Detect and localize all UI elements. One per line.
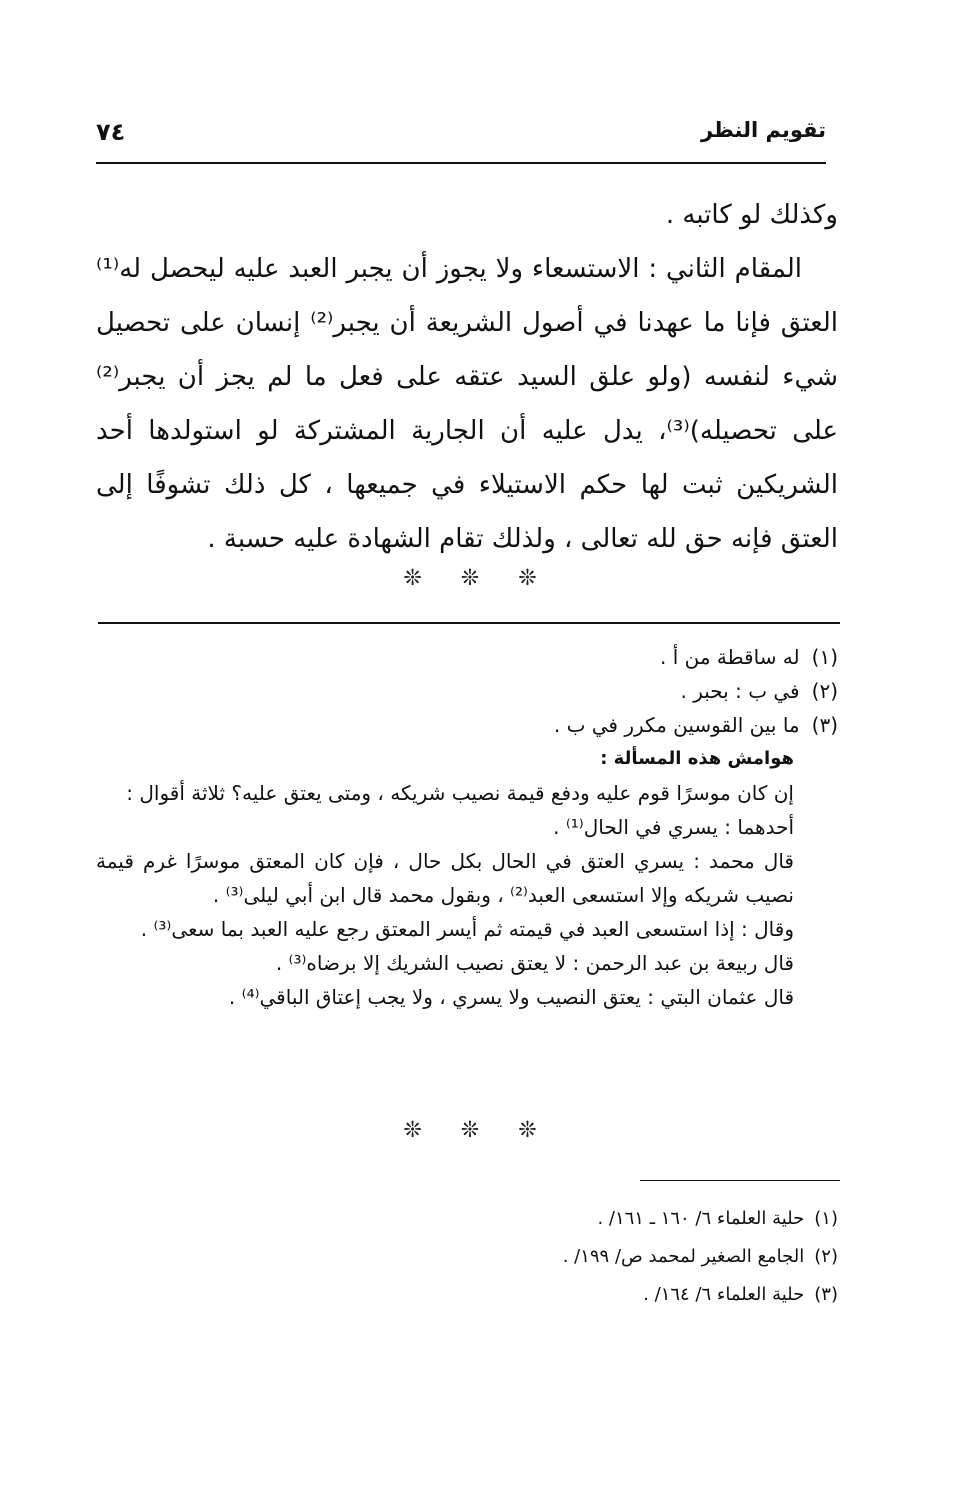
margin-note-line: إن كان موسرًا قوم عليه ودفع قيمة نصيب شريكه ، ومتى يعتق عليه؟ ثلاثة أقوال : xyxy=(126,781,794,805)
section-separator: ❊ ❊ ❊ xyxy=(403,1118,553,1143)
section-separator: ❊ ❊ ❊ xyxy=(403,566,553,591)
main-paragraph: المقام الثاني : الاستسعاء ولا يجوز أن يجبر العبد عليه ليحصل له⁽¹⁾ العتق فإنا ما عهدنا في أصول الشريعة أن يجبر⁽²⁾ إنسان على تحصيل شيء لنفسه (ولو علق السيد عتقه على فعل ما لم يجز أن يجبر⁽²⁾ على تحصيله)⁽³⁾، يدل عليه أن الجارية المشتركة لو استولدها أحد الشريكين ثبت لها حكم الاستيلاء في جميعها ، كل ذلك تشوفًا إلى العتق فإنه حق لله تعالى ، ولذلك تقام الشهادة عليه حسبة . xyxy=(96,254,839,554)
reference-number: (٣) xyxy=(814,1284,838,1305)
reference-text: حلية العلماء ٦/ ١٦٤/ . xyxy=(643,1284,805,1305)
reference-text: حلية العلماء ٦/ ١٦٠ ـ ١٦١/ . xyxy=(597,1208,805,1229)
references xyxy=(96,1200,838,1314)
running-header xyxy=(96,118,826,164)
running-title: تقويم النظر xyxy=(700,118,826,142)
reference-item xyxy=(96,1238,838,1276)
footnote-rule xyxy=(98,622,840,624)
footnote xyxy=(96,708,838,742)
main-text xyxy=(96,188,838,566)
footnote xyxy=(96,674,838,708)
reference-text: الجامع الصغير لمحمد ص/ ١٩٩/ . xyxy=(562,1246,805,1267)
margin-notes-heading: هوامش هذه المسألة : xyxy=(600,748,794,769)
footnote-number: (١) xyxy=(811,645,838,669)
reference-item xyxy=(96,1200,838,1238)
margin-note-line: أحدهما : يسري في الحال⁽¹⁾ . xyxy=(553,815,794,839)
margin-note-line: قال عثمان البتي : يعتق النصيب ولا يسري ، ولا يجب إعتاق الباقي⁽⁴⁾ . xyxy=(228,985,794,1009)
reference-number: (٢) xyxy=(814,1246,838,1267)
footnote-number: (٣) xyxy=(811,713,838,737)
footnote-number: (٢) xyxy=(811,679,838,703)
margin-note-line: وقال : إذا استسعى العبد في قيمته ثم أيسر المعتق رجع عليه العبد بما سعى⁽³⁾ . xyxy=(140,917,794,941)
main-paragraph: وكذلك لو كاتبه . xyxy=(665,200,838,230)
footnotes xyxy=(96,640,838,1014)
margin-note-line: قال ربيعة بن عبد الرحمن : لا يعتق نصيب الشريك إلا برضاه⁽³⁾ . xyxy=(275,951,794,975)
reference-number: (١) xyxy=(814,1208,838,1229)
reference-item xyxy=(96,1276,838,1314)
footnote-text: ما بين القوسين مكرر في ب . xyxy=(553,713,800,737)
margin-note-line: قال محمد : يسري العتق في الحال بكل حال ، فإن كان المعتق موسرًا غرم قيمة نصيب شريكه وإلا استسعى العبد⁽²⁾ ، وبقول محمد قال ابن أبي ليلى⁽³⁾ . xyxy=(96,849,794,907)
reference-rule xyxy=(640,1180,840,1181)
page-number: ٧٤ xyxy=(96,118,126,146)
footnote-text: له ساقطة من أ . xyxy=(659,645,800,669)
footnote xyxy=(96,640,838,674)
footnote-text: في ب : بحبر . xyxy=(680,679,800,703)
